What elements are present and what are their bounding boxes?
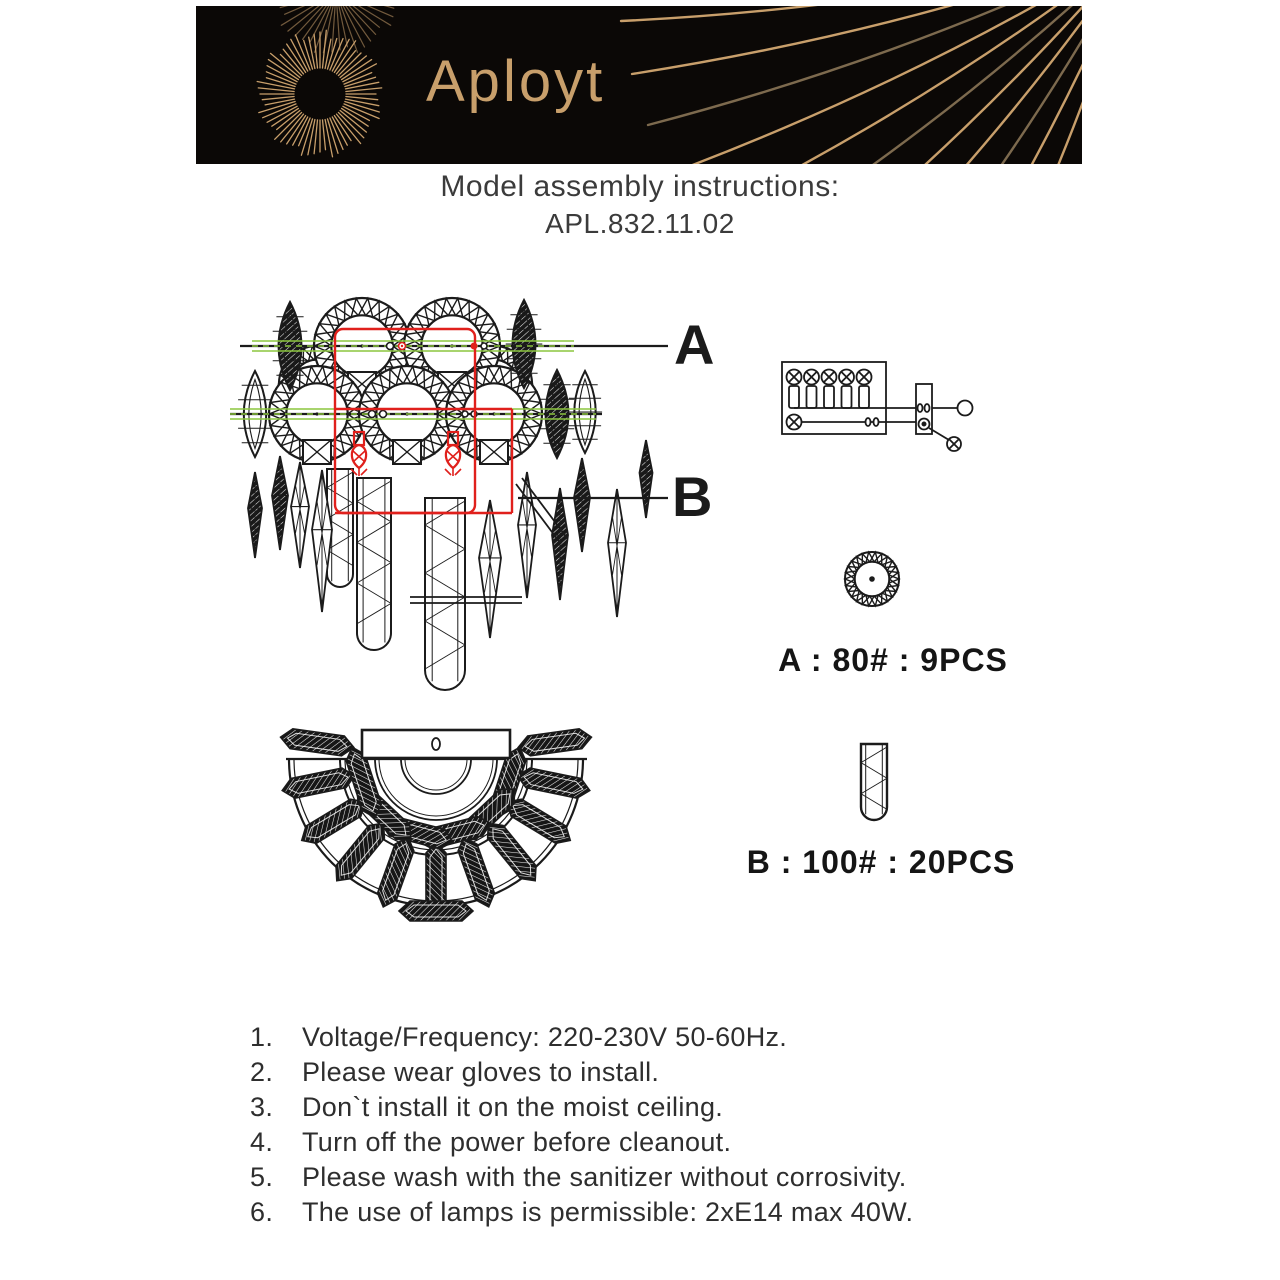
wiring-diagram	[768, 348, 988, 458]
model-code: APL.832.11.02	[545, 208, 735, 239]
round-crystal-icon	[838, 545, 906, 613]
instruction-item	[250, 1057, 1110, 1092]
part-b-label: B : 100# : 20PCS	[746, 844, 1016, 880]
instruction-text: Turn off the power before cleanout.	[302, 1127, 732, 1157]
drop-crystal-icon	[856, 740, 892, 824]
instruction-number: 4.	[250, 1127, 274, 1157]
instruction-item	[250, 1197, 1110, 1232]
callout-b-label: B	[672, 465, 713, 528]
instruction-text: The use of lamps is permissible: 2xE14 max 40W.	[302, 1197, 914, 1227]
instruction-text: Please wear gloves to install.	[302, 1057, 660, 1087]
page-title: Model assembly instructions:	[440, 170, 840, 203]
instruction-number: 5.	[250, 1162, 274, 1192]
instruction-text: Voltage/Frequency: 220-230V 50-60Hz.	[302, 1022, 788, 1052]
chandelier-bottom-view	[242, 718, 662, 948]
banner-art	[196, 6, 1082, 164]
instruction-text: Don`t install it on the moist ceiling.	[302, 1092, 724, 1122]
instruction-text: Please wash with the sanitizer without corrosivity.	[302, 1162, 907, 1192]
part-a-label: A : 80# : 9PCS	[778, 642, 1008, 678]
chandelier-front-view	[222, 286, 722, 696]
instruction-number: 6.	[250, 1197, 274, 1227]
instruction-list	[250, 1022, 1110, 1232]
instruction-number: 3.	[250, 1092, 274, 1122]
instruction-number: 2.	[250, 1057, 274, 1087]
callout-a-label: A	[674, 313, 715, 376]
instruction-item	[250, 1022, 1110, 1057]
instruction-item	[250, 1127, 1110, 1162]
brand-name: Aployt	[426, 49, 606, 114]
brand-banner	[196, 6, 1082, 164]
instruction-number: 1.	[250, 1022, 274, 1052]
instruction-item	[250, 1162, 1110, 1197]
instruction-item	[250, 1092, 1110, 1127]
